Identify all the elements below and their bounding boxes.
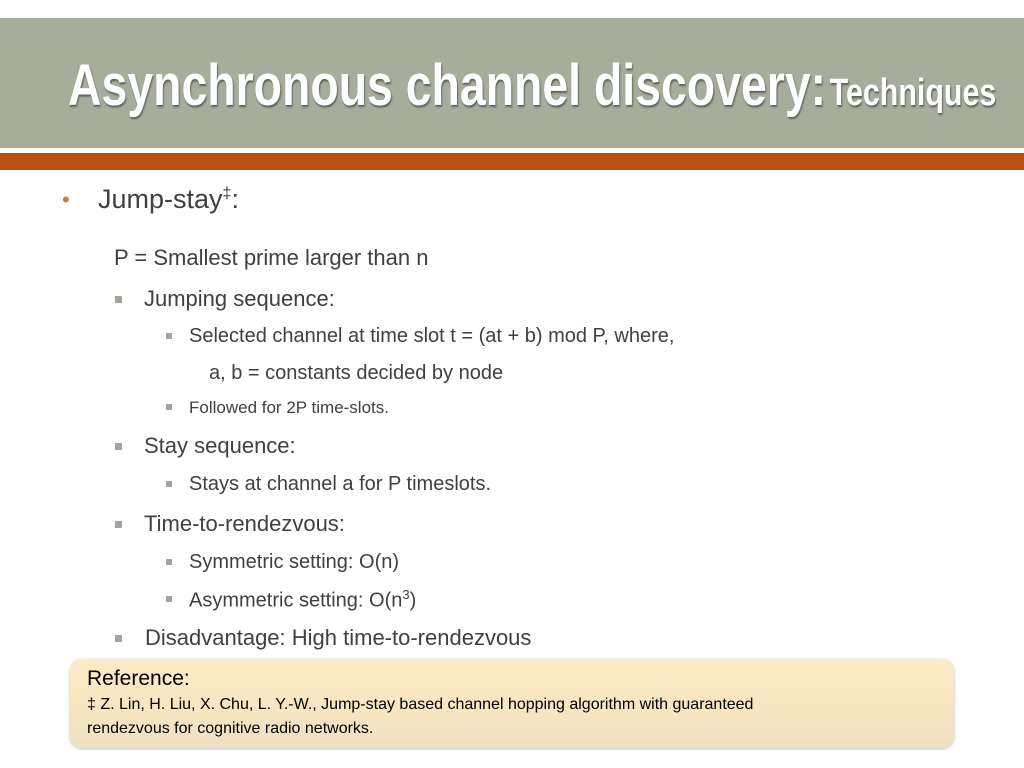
symmetric-item: Symmetric setting: O(n) [189,551,400,573]
square-bullet-icon [166,596,172,602]
selected-channel-item: Selected channel at time slot t = (at + b) mod P, where, [189,325,675,347]
square-bullet-icon [115,635,122,642]
disadvantage-item: Disadvantage: High time-to-rendezvous [145,625,532,650]
jump-stay-colon: : [231,184,239,214]
prime-definition: P = Smallest prime larger than n [114,245,429,270]
square-bullet-icon [166,481,172,487]
slide-title [68,52,997,119]
bullet-dot-icon: • [62,187,70,212]
stays-at-item: Stays at channel a for P timeslots. [189,473,492,495]
square-bullet-icon [115,443,122,450]
jumping-sequence-item: Jumping sequence: [144,286,335,311]
reference-box [70,659,954,748]
square-bullet-icon [115,296,122,303]
asymmetric-item [189,587,416,613]
asymmetric-suffix: ) [409,589,417,612]
jump-stay-mark: ‡ [222,185,232,202]
square-bullet-icon [166,559,172,565]
followed-item: Followed for 2P time-slots. [189,398,389,417]
title-main: Asynchronous channel discovery: [68,53,827,118]
jump-stay-heading [98,184,239,215]
square-bullet-icon [115,521,122,528]
accent-bar [0,153,1024,170]
ttr-item: Time-to-rendezvous: [144,511,345,536]
asymmetric-exponent: 3 [402,587,410,602]
reference-line-1: ‡ Z. Lin, H. Liu, X. Chu, L. Y.-W., Jump-stay based channel hopping algorithm with guaranteed [87,696,754,713]
reference-line-2: rendezvous for cognitive radio networks. [87,720,374,737]
reference-title: Reference: [87,667,190,690]
constants-line: a, b = constants decided by node [209,362,504,384]
asymmetric-prefix: Asymmetric setting: O(n [189,589,403,612]
square-bullet-icon [166,333,172,339]
stay-sequence-item: Stay sequence: [144,433,296,458]
title-sub: Techniques [829,72,997,114]
square-bullet-icon [166,404,172,410]
jump-stay-label: Jump-stay [98,184,223,214]
